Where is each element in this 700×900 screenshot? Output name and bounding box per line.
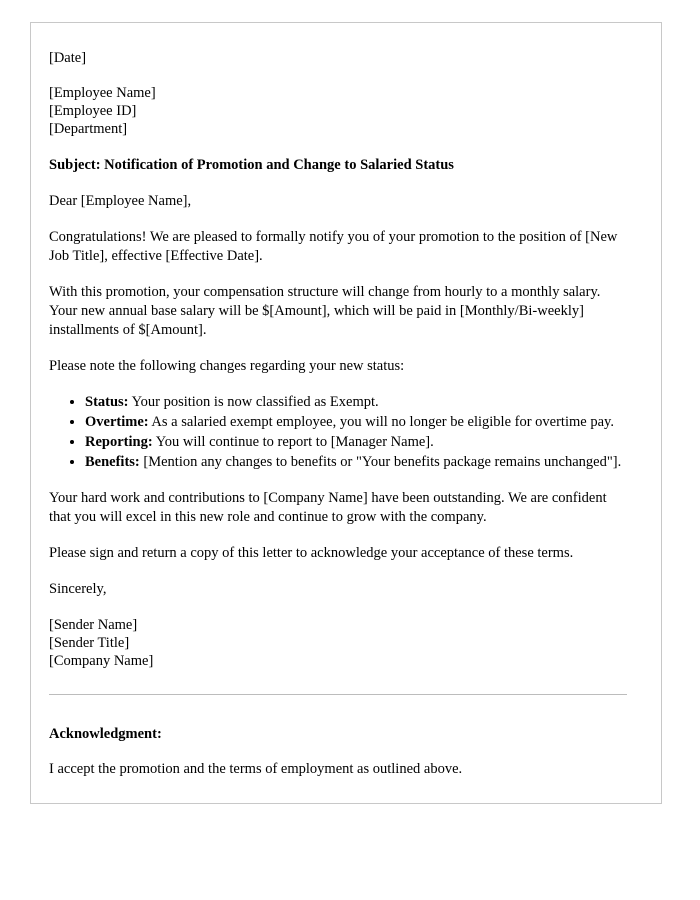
change-label-benefits: Benefits: [85,453,140,470]
changes-list [49,393,627,472]
list-item [85,413,627,432]
paragraph-compensation: With this promotion, your compensation structure will change from hourly to a monthly salary. Your new annual base salary will be $[Amount], which will be paid in [Monthly/Bi-weekly] installments of $[Amount]. [49,283,601,338]
change-text-reporting: You will continue to report to [Manager Name]. [152,433,434,450]
change-text-overtime: As a salaried exempt employee, you will no longer be eligible for overtime pay. [148,413,614,430]
change-label-overtime: Overtime: [85,413,149,430]
closing-sincerely: Sincerely, [49,580,107,597]
change-label-status: Status: [85,393,129,410]
change-text-status: Your position is now classified as Exempt. [128,393,379,410]
date-field: [Date] [49,50,87,66]
list-item [85,393,627,412]
sender-company: [Company Name] [49,652,154,669]
paragraph-sign-return: Please sign and return a copy of this letter to acknowledge your acceptance of these terms. [49,544,574,561]
acknowledgment-text: I accept the promotion and the terms of employment as outlined above. [49,760,463,777]
acknowledgment-heading: Acknowledgment: [49,725,162,742]
subject-line: Subject: Notification of Promotion and Change to Salaried Status [49,156,454,173]
paragraph-congratulations: Congratulations! We are pleased to formally notify you of your promotion to the position of [New Job Title], effective [Effective Date]. [49,228,618,264]
sender-name: [Sender Name] [49,616,138,633]
list-item [85,433,627,452]
list-item [85,453,627,472]
recipient-line-id: [Employee ID] [49,102,137,119]
letter-sheet [30,22,662,804]
change-text-benefits: [Mention any changes to benefits or "Your benefits package remains unchanged"]. [139,453,622,470]
paragraph-changes-intro: Please note the following changes regarding your new status: [49,357,405,374]
sender-title: [Sender Title] [49,634,130,651]
recipient-block [49,84,627,138]
letter-content [31,23,661,779]
salutation: Dear [Employee Name], [49,192,192,209]
signature-block [49,616,627,670]
section-divider [49,694,627,695]
recipient-line-department: [Department] [49,120,128,137]
paragraph-appreciation: Your hard work and contributions to [Company Name] have been outstanding. We are confident that you will excel in this new role and continue to grow with the company. [49,489,607,525]
recipient-line-name: [Employee Name] [49,84,156,101]
change-label-reporting: Reporting: [85,433,153,450]
